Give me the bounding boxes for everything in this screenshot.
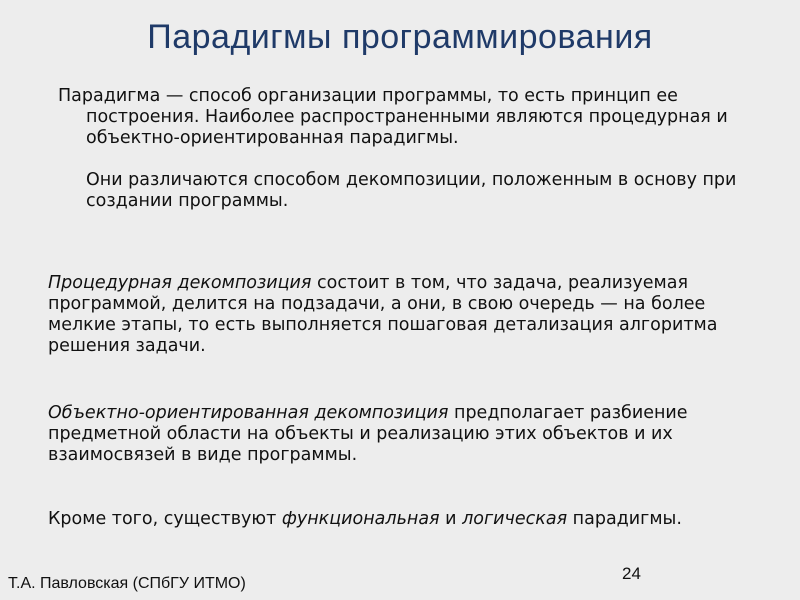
oo-decomposition-paragraph — [48, 403, 778, 466]
logical-term: логическая — [462, 509, 568, 529]
intro-block — [58, 86, 758, 212]
slide-title: Парадигмы программирования — [147, 18, 653, 56]
other-prefix: Кроме того, существуют — [48, 509, 282, 529]
other-middle: и — [439, 509, 463, 529]
procedural-text: состоит в том, что задача, реализуемая программой, делится на подзадачи, а они, в свою очередь — на более мелкие этапы, то есть выполняется пошаговая детализация алгоритма решения задачи. — [48, 273, 718, 356]
procedural-term: Процедурная декомпозиция — [48, 273, 312, 293]
page-number: 24 — [622, 564, 641, 583]
other-paradigms-paragraph — [48, 509, 778, 530]
procedural-decomposition-paragraph — [48, 273, 778, 357]
oo-text: предполагает разбиение предметной области на объекты и реализацию этих объектов и их взаимосвязей в виде программы. — [48, 403, 688, 465]
functional-term: функциональная — [281, 509, 440, 529]
other-suffix: парадигмы. — [567, 509, 682, 529]
paradigm-definition: Парадигма — способ организации программы, то есть принцип ее построения. Наиболее распространенными являются процедурная и объектно-ориентированная парадигмы. — [58, 86, 728, 148]
oo-term: Объектно-ориентированная декомпозиция — [48, 403, 449, 423]
decomposition-note: Они различаются способом декомпозиции, положенным в основу при создании программы. — [86, 170, 737, 211]
footer-author: Т.А. Павловская (СПбГУ ИТМО) — [8, 575, 246, 592]
